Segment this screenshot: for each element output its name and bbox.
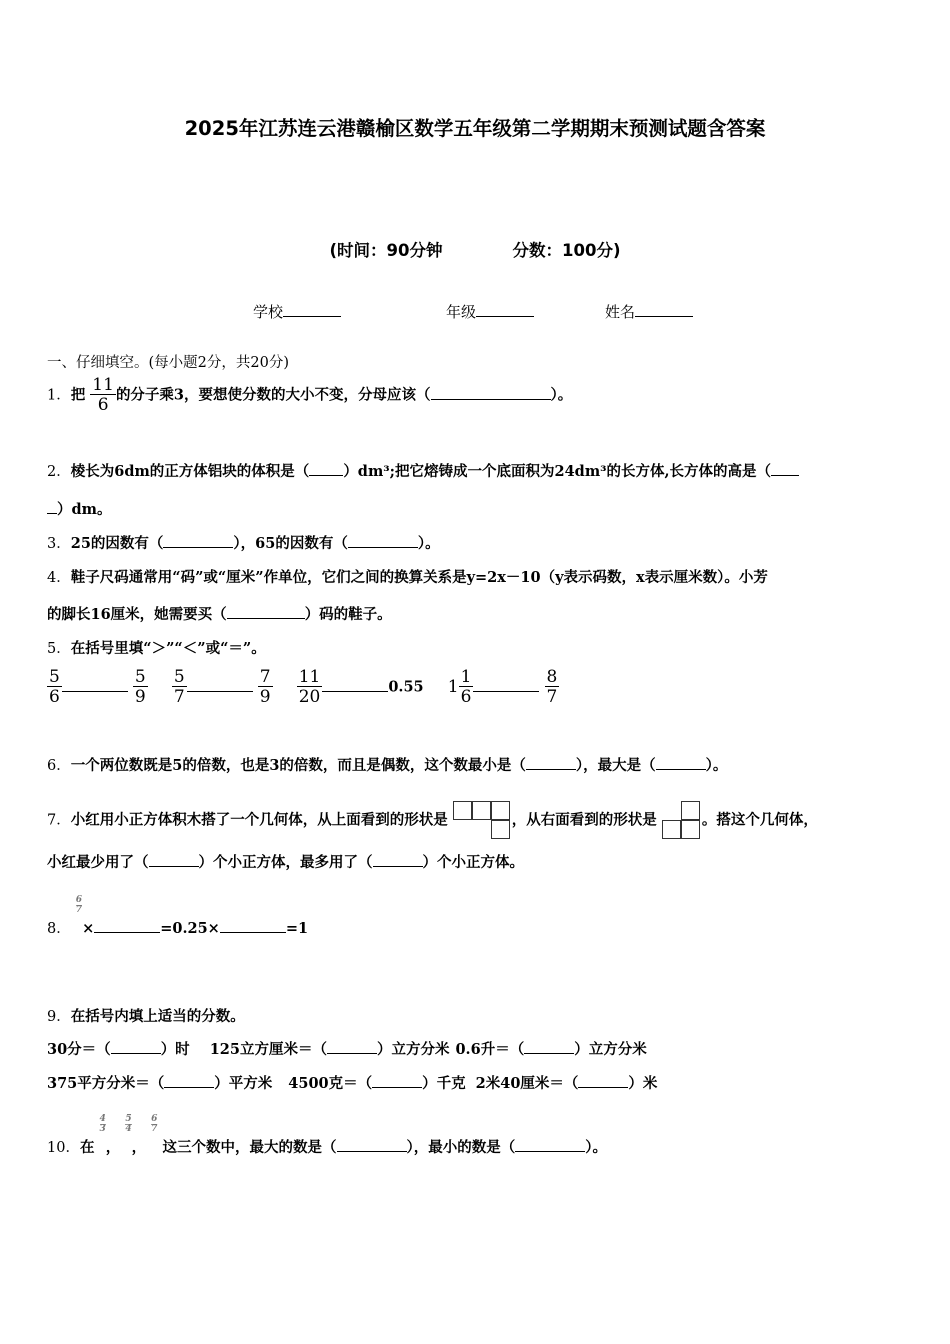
answer-blank[interactable] <box>372 1073 422 1088</box>
exam-meta <box>0 237 950 261</box>
fraction-7-9: $\frac{7}{9}$ <box>259 667 271 707</box>
compare-blank[interactable] <box>62 677 128 692</box>
fraction-5-4: $\frac{5}{4}$ <box>125 1113 132 1134</box>
question-7-cont: 小红最少用了（ ）个小正方体，最多用了（ ）个小正方体。 <box>47 854 524 871</box>
answer-blank[interactable] <box>337 1137 407 1152</box>
answer-blank[interactable] <box>515 1137 585 1152</box>
compare-blank[interactable] <box>187 677 253 692</box>
section-heading: 一、仔细填空。(每小题2分，共20分) <box>47 355 289 371</box>
fraction-4-3: $\frac{4}{3}$ <box>99 1113 106 1134</box>
fraction-11-20: $\frac{11}{20}$ <box>298 667 321 707</box>
right-view-figure <box>662 801 702 840</box>
page-title: 2025年江苏连云港赣榆区数学五年级第二学期期末预测试题含答案 <box>184 117 766 140</box>
fraction-11-6: $\frac{11}{6}$ <box>92 375 114 415</box>
answer-blank[interactable] <box>163 533 233 548</box>
question-9-row1: 30分＝（ ）时 125立方厘米＝（ ）立方分米 0.6升＝（ ）立方分米 <box>47 1041 647 1058</box>
question-8: 8． $\frac{6}{7}$ × =0.25× =1 <box>47 894 309 937</box>
fraction-1-6: $\frac{1}{6}$ <box>460 667 472 707</box>
value-0-55: 0.55 <box>388 678 424 696</box>
answer-blank[interactable] <box>47 499 57 514</box>
question-7: 7．小红用小正方体积木搭了一个几何体，从上面看到的形状是 ，从右面看到的形状是 。搭这个几何体， <box>47 801 818 840</box>
answer-blank[interactable] <box>431 385 551 400</box>
fraction-5-9: $\frac{5}{9}$ <box>134 667 146 707</box>
answer-blank[interactable] <box>149 852 199 867</box>
question-4: 4．鞋子尺码通常用“码”或“厘米”作单位，它们之间的换算关系是y=2x－10（y表示码数，x表示厘米数）。小芳 <box>47 569 768 586</box>
question-number: 7． <box>47 812 71 829</box>
question-5: 5．在括号里填“＞”“＜”或“＝”。 <box>47 640 266 657</box>
question-3: 3．25的因数有（ ），65的因数有（ ）。 <box>47 535 440 552</box>
compare-blank[interactable] <box>473 677 539 692</box>
fraction-6-7: $\frac{6}{7}$ <box>151 1113 158 1134</box>
answer-blank[interactable] <box>309 461 343 476</box>
question-number: 8． <box>47 921 71 937</box>
time-limit: (时间：90分钟 <box>329 241 443 260</box>
question-1: 1．把 $\frac{11}{6}$ 的分子乘3，要想使分数的大小不变，分母应该（ ）。 <box>47 375 573 415</box>
question-number: 5． <box>47 641 71 657</box>
total-score: 分数：100分) <box>512 241 621 260</box>
answer-blank[interactable] <box>578 1073 628 1088</box>
question-number: 3． <box>47 536 71 552</box>
question-9: 9．在括号内填上适当的分数。 <box>47 1008 245 1025</box>
question-number: 2． <box>47 464 71 480</box>
question-4-cont: 的脚长16厘米，她需要买（ ）码的鞋子。 <box>47 606 392 623</box>
question-number: 9． <box>47 1009 71 1025</box>
question-9-row2: 375平方分米＝（ ）平方米 4500克＝（ ）千克 2米40厘米＝（ ）米 <box>47 1075 658 1092</box>
answer-blank[interactable] <box>220 918 286 933</box>
fraction-5-6: $\frac{5}{6}$ <box>49 667 60 707</box>
question-number: 6． <box>47 758 71 774</box>
answer-blank[interactable] <box>526 755 576 770</box>
compare-blank[interactable] <box>322 677 388 692</box>
answer-blank[interactable] <box>227 604 305 619</box>
question-number: 1． <box>47 387 71 404</box>
answer-blank[interactable] <box>94 918 160 933</box>
question-2: 2．棱长为6dm的正方体铝块的体积是（ ）dm³;把它熔铸成一个底面积为24dm³的长方体,长方体的高是（ <box>47 460 799 481</box>
question-number: 4． <box>47 570 71 586</box>
school-blank[interactable] <box>283 302 341 317</box>
answer-blank[interactable] <box>656 755 706 770</box>
fraction-6-7: $\frac{6}{7}$ <box>75 894 83 915</box>
fraction-8-7: $\frac{8}{7}$ <box>546 667 558 707</box>
name-field[interactable]: 姓名 <box>605 301 693 322</box>
name-blank[interactable] <box>635 302 693 317</box>
answer-blank[interactable] <box>327 1039 377 1054</box>
school-field[interactable]: 学校 <box>253 301 341 322</box>
answer-blank[interactable] <box>524 1039 574 1054</box>
fraction-5-7: $\frac{5}{7}$ <box>173 667 185 707</box>
top-view-figure <box>453 801 512 840</box>
mixed-number: 1 <box>447 677 459 697</box>
grade-blank[interactable] <box>476 302 534 317</box>
answer-blank[interactable] <box>771 461 799 476</box>
question-number: 10． <box>47 1140 80 1156</box>
question-10: 10．在 $\frac{4}{3}$ ， $\frac{5}{4}$ ， $\frac{6}{7}$ 这三个数中，最大的数是（ ），最小的数是（ ）。 <box>47 1113 607 1156</box>
answer-blank[interactable] <box>348 533 418 548</box>
answer-blank[interactable] <box>111 1039 161 1054</box>
question-6: 6．一个两位数既是5的倍数，也是3的倍数，而且是偶数，这个数最小是（ ），最大是（ ）。 <box>47 757 728 774</box>
grade-field[interactable]: 年级 <box>446 301 534 322</box>
comparison-row <box>47 669 559 706</box>
answer-blank[interactable] <box>373 852 423 867</box>
question-2-cont: ）dm。 <box>47 498 111 519</box>
answer-blank[interactable] <box>164 1073 214 1088</box>
